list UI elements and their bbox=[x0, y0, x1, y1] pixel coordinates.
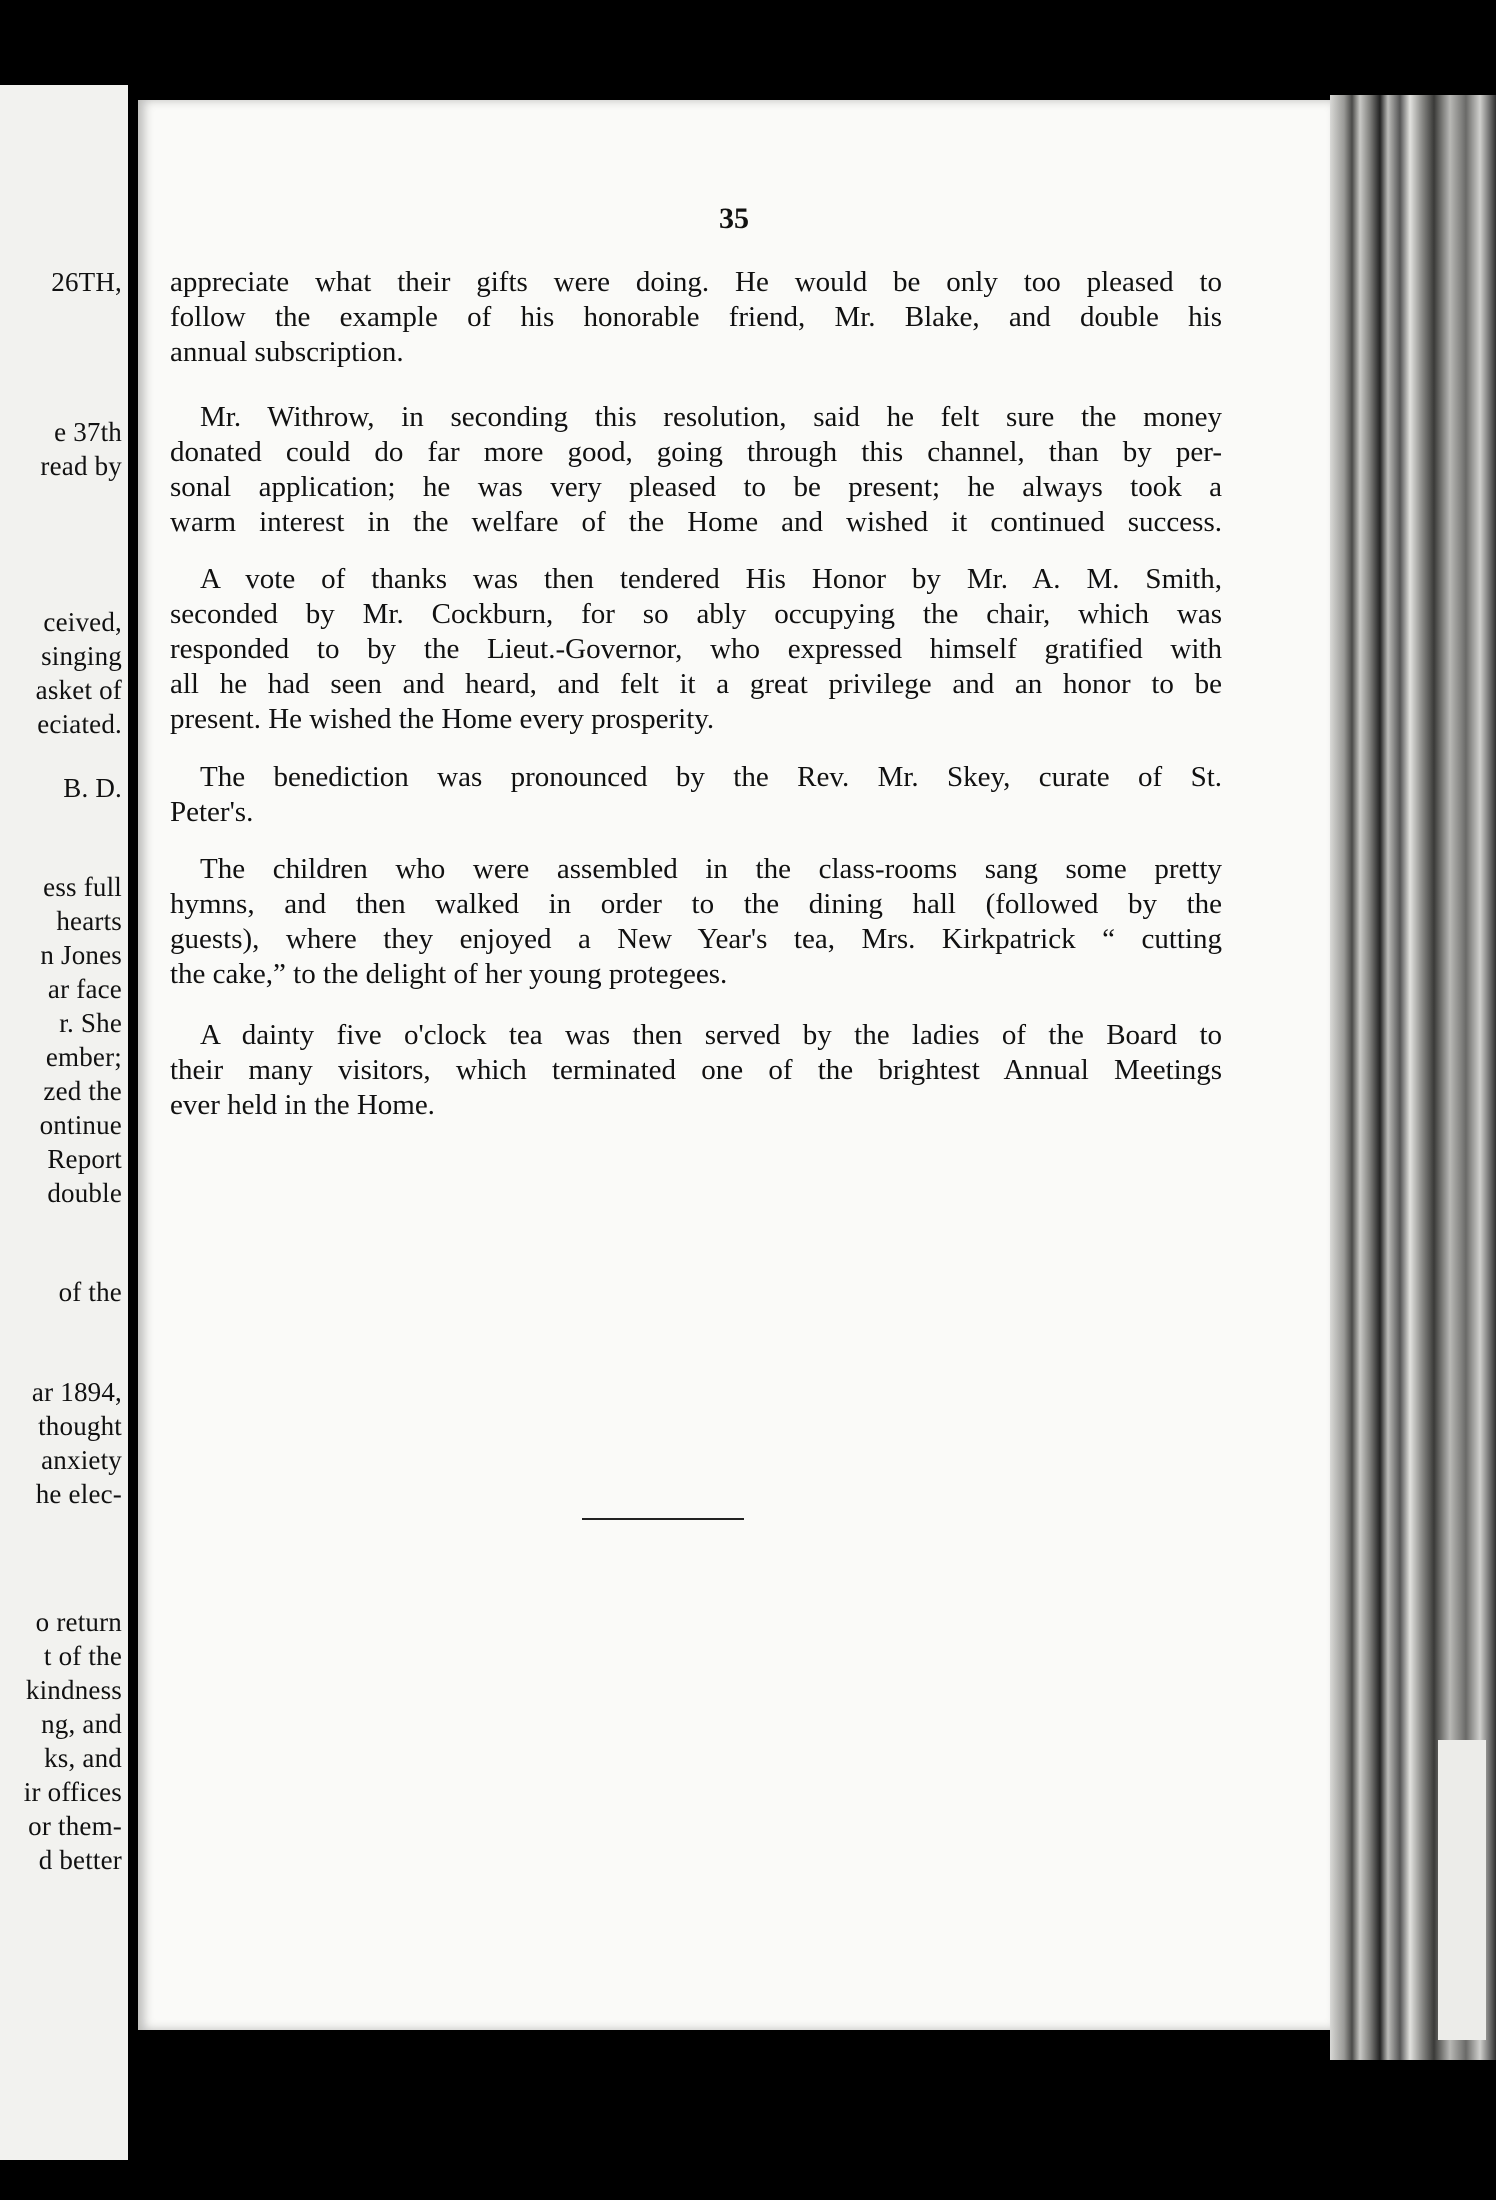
text-line: their many visitors, which terminated one of the brightest Annual Meetings bbox=[170, 1054, 1222, 1086]
facing-page-line: ar face bbox=[47, 974, 122, 1004]
paragraph-withrow bbox=[170, 400, 1222, 540]
text-line: A vote of thanks was then tendered His Honor by Mr. A. M. Smith, bbox=[200, 563, 1222, 595]
facing-page-line: ceived, bbox=[43, 607, 122, 637]
text-line: sonal application; he was very pleased to be present; he always took a bbox=[170, 471, 1222, 503]
paragraph-vote-of-thanks bbox=[170, 562, 1222, 737]
paragraph-five-oclock-tea bbox=[170, 1018, 1222, 1123]
page-edge-strip bbox=[1438, 1740, 1486, 2040]
text-line: appreciate what their gifts were doing. He would be only too pleased to bbox=[170, 266, 1222, 298]
facing-page-line: eciated. bbox=[37, 709, 122, 739]
text-line: present. He wished the Home every prosperity. bbox=[170, 703, 715, 735]
text-line: Mr. Withrow, in seconding this resolution, said he felt sure the money bbox=[200, 401, 1222, 433]
text-line: warm interest in the welfare of the Home and wished it continued success. bbox=[170, 506, 1222, 538]
facing-page-line: zed the bbox=[43, 1076, 122, 1106]
facing-page-line: anxiety bbox=[41, 1445, 122, 1475]
closing-rule bbox=[582, 1518, 744, 1520]
facing-page-line: of the bbox=[58, 1277, 122, 1307]
facing-page-line: r. She bbox=[59, 1008, 122, 1038]
text-line: responded to by the Lieut.-Governor, who expressed himself gratified with bbox=[170, 633, 1222, 665]
facing-page-line: o return bbox=[35, 1607, 122, 1637]
paragraph-benediction bbox=[170, 760, 1222, 830]
facing-page-line: double bbox=[47, 1178, 122, 1208]
text-line: The children who were assembled in the class-rooms sang some pretty bbox=[200, 853, 1222, 885]
facing-page-line: or them- bbox=[28, 1811, 122, 1841]
text-line: guests), where they enjoyed a New Year's tea, Mrs. Kirkpatrick “ cutting bbox=[170, 923, 1222, 955]
text-line: follow the example of his honorable friend, Mr. Blake, and double his bbox=[170, 301, 1222, 333]
text-line: A dainty five o'clock tea was then served by the ladies of the Board to bbox=[200, 1019, 1222, 1051]
facing-page-line: e 37th bbox=[54, 417, 122, 447]
facing-page-line: ir offices bbox=[23, 1777, 122, 1807]
facing-page-line: read by bbox=[40, 451, 122, 481]
facing-page-line: ontinue bbox=[39, 1110, 122, 1140]
facing-page-line: 26TH, bbox=[51, 267, 122, 297]
text-line: ever held in the Home. bbox=[170, 1089, 435, 1121]
facing-page-line: asket of bbox=[35, 675, 122, 705]
book-page bbox=[138, 100, 1330, 2030]
facing-page-line: d better bbox=[38, 1845, 122, 1875]
text-line: Peter's. bbox=[170, 796, 254, 828]
text-line: hymns, and then walked in order to the dining hall (followed by the bbox=[170, 888, 1222, 920]
text-line: The benediction was pronounced by the Rev. Mr. Skey, curate of St. bbox=[200, 761, 1222, 793]
facing-page-fragment bbox=[0, 85, 128, 2160]
text-line: all he had seen and heard, and felt it a great privilege and an honor to be bbox=[170, 668, 1222, 700]
facing-page-line: ess full bbox=[43, 872, 122, 902]
text-line: the cake,” to the delight of her young protegees. bbox=[170, 958, 728, 990]
facing-page-line: B. D. bbox=[63, 773, 122, 803]
facing-page-line: ks, and bbox=[44, 1743, 122, 1773]
facing-page-line: kindness bbox=[25, 1675, 122, 1705]
facing-page-line: n Jones bbox=[40, 940, 122, 970]
text-line: annual subscription. bbox=[170, 336, 404, 368]
text-line: donated could do far more good, going through this channel, than by per- bbox=[170, 436, 1222, 468]
facing-page-line: ar 1894, bbox=[31, 1377, 122, 1407]
paragraph-children bbox=[170, 852, 1222, 992]
text-line: seconded by Mr. Cockburn, for so ably occupying the chair, which was bbox=[170, 598, 1222, 630]
facing-page-line: Report bbox=[47, 1144, 122, 1174]
page-number: 35 bbox=[719, 202, 749, 235]
facing-page-line: singing bbox=[41, 641, 122, 671]
facing-page-line: hearts bbox=[56, 906, 122, 936]
paragraph-gifts bbox=[170, 265, 1222, 370]
facing-page-line: thought bbox=[38, 1411, 122, 1441]
facing-page-line: ng, and bbox=[41, 1709, 122, 1739]
facing-page-line: t of the bbox=[43, 1641, 122, 1671]
facing-page-line: ember; bbox=[45, 1042, 122, 1072]
facing-page-line: he elec- bbox=[35, 1479, 122, 1509]
